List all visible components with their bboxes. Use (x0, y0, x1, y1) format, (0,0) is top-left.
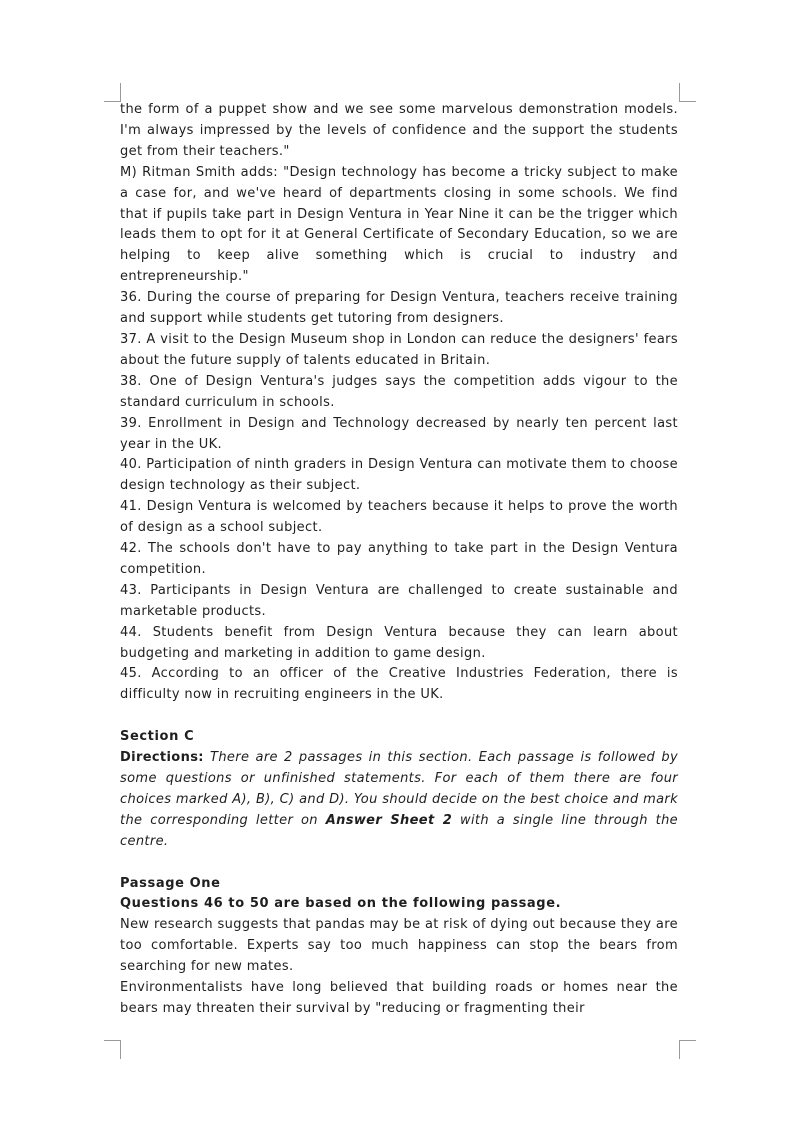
passage-one-paragraph-2: Environmentalists have long believed that building roads or homes near the bears may threaten their survival by "reducing or fragmenting their (120, 980, 678, 1016)
answer-sheet-label: Answer Sheet 2 (325, 812, 453, 828)
passage-one-subtitle: Questions 46 to 50 are based on the following passage. (120, 896, 562, 912)
statement-45: 45. According to an officer of the Creative Industries Federation, there is difficulty now in recruiting engineers in the UK. (120, 666, 678, 703)
directions-text: There are 2 passages in this section. Each passage is followed by some questions or unfinished statements. For each of them there are four choices marked A), B), C) and D). You should decide on the best choice and mark the corresponding letter on (120, 750, 678, 828)
spacer (120, 706, 678, 727)
paragraph-m: M) Ritman Smith adds: "Design technology has become a tricky subject to make a case for, and we've heard of departments closing in some schools. We find that if pupils take part in Design Ventura in Year Nine it can be the trigger which leads them to opt for it at General Certificate of Secondary Education, so we are helping to keep alive something which is crucial to industry and entrepreneurship." (120, 164, 678, 285)
statement-38: 38. One of Design Ventura's judges says the competition adds vigour to the standard curriculum in schools. (120, 373, 678, 410)
statement-40: 40. Participation of ninth graders in Design Ventura can motivate them to choose design technology as their subject. (120, 457, 678, 494)
passage-one-paragraph-1: New research suggests that pandas may be at risk of dying out because they are too comfortable. Experts say too much happiness can stop the bears from searching for new mates. (120, 917, 678, 975)
passage-one-title: Passage One (120, 875, 221, 891)
statement-36: 36. During the course of preparing for Design Ventura, teachers receive training and support while students get tutoring from designers. (120, 290, 678, 327)
statement-44: 44. Students benefit from Design Ventura because they can learn about budgeting and marketing in addition to game design. (120, 624, 678, 661)
page-corner-mark-bottom-right (679, 1040, 696, 1059)
statement-41: 41. Design Ventura is welcomed by teachers because it helps to prove the worth of design as a school subject. (120, 499, 678, 536)
statement-42: 42. The schools don't have to pay anything to take part in the Design Ventura competition. (120, 541, 678, 577)
directions-label: Directions: (120, 750, 204, 766)
page-corner-mark-top-right (679, 83, 696, 102)
statement-37: 37. A visit to the Design Museum shop in London can reduce the designers' fears about the future supply of talents educated in Britain. (120, 331, 678, 368)
spacer (120, 853, 678, 874)
document-page (120, 100, 678, 1020)
statement-43: 43. Participants in Design Ventura are challenged to create sustainable and marketable products. (120, 582, 678, 619)
paragraph-continuation: the form of a puppet show and we see some marvelous demonstration models. I'm always impressed by the levels of confidence and the support the students get from their teachers." (120, 102, 678, 159)
page-corner-mark-top-left (104, 83, 121, 102)
statement-39: 39. Enrollment in Design and Technology decreased by nearly ten percent last year in the UK. (120, 415, 678, 452)
section-c-title: Section C (120, 729, 195, 745)
directions-text-end: with a single line through the centre. (120, 812, 679, 849)
page-corner-mark-bottom-left (104, 1040, 121, 1059)
section-c-directions (120, 748, 678, 853)
